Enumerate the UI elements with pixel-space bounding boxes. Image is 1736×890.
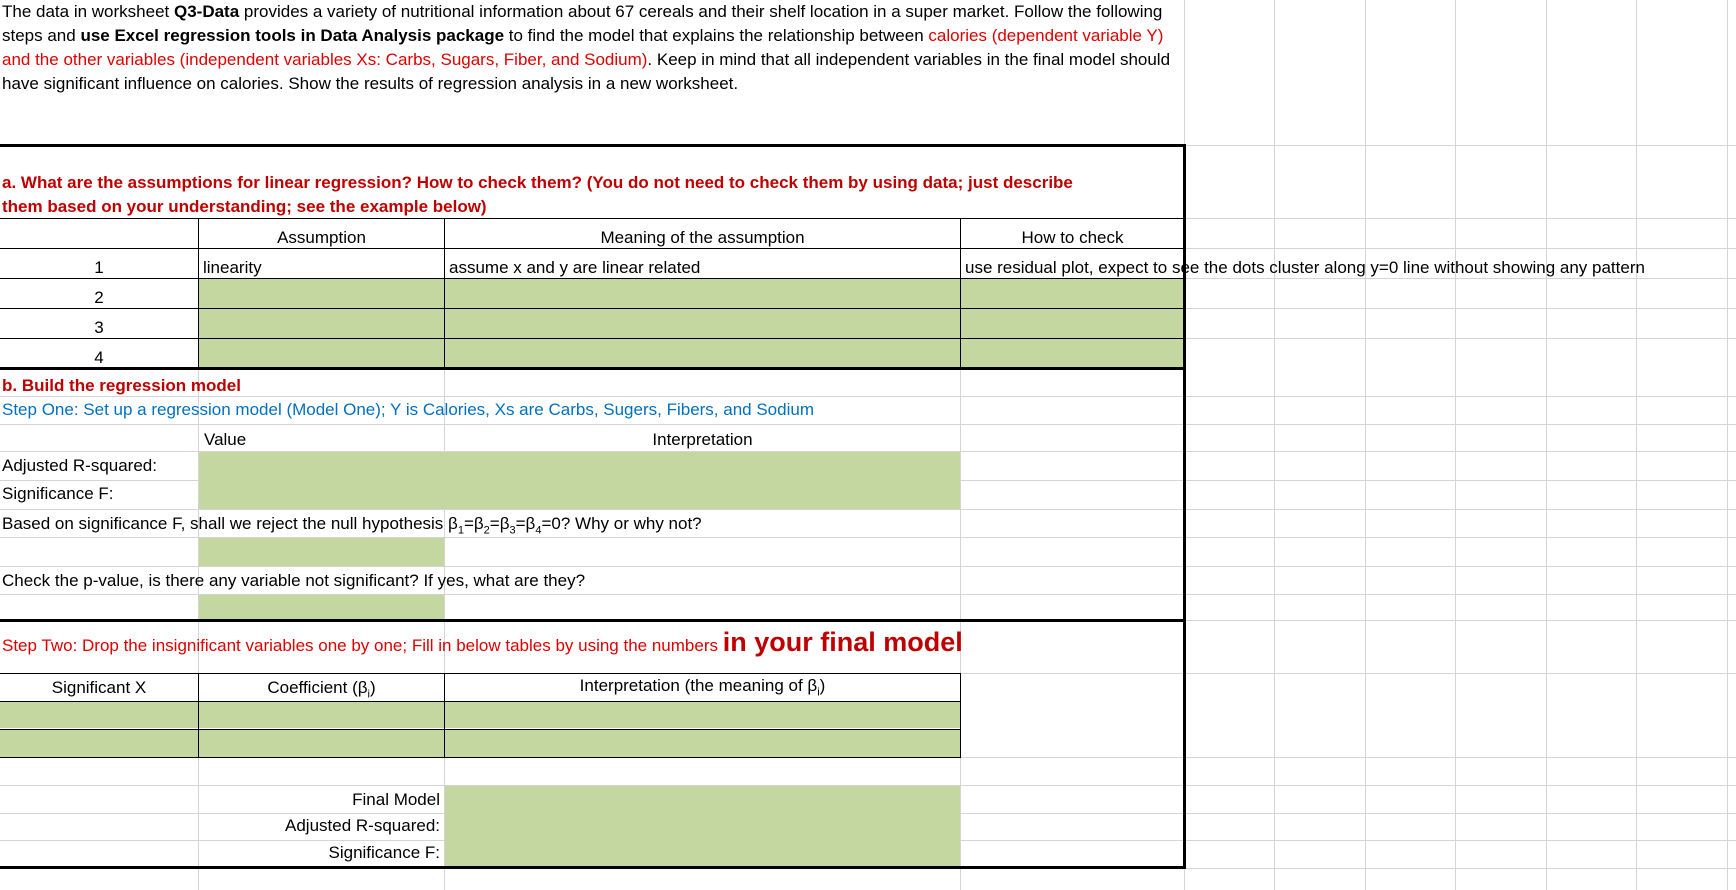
- meaning-3-cell[interactable]: [445, 309, 960, 338]
- question-pvalue: Check the p-value, is there any variable not significant? If yes, what are they?: [2, 571, 586, 590]
- check-3-cell[interactable]: [961, 309, 1184, 338]
- step-two-emphasis: in your final model: [722, 627, 963, 657]
- model-one-values-cell[interactable]: [199, 452, 960, 509]
- section-a-title-line1: a. What are the assumptions for linear regression? How to check them? (You do not need to check them by using data; just describe: [2, 173, 1073, 192]
- variables-text: calories (dependent variable Y) and the other variables (independent variables Xs: Carbs, Sugars, Fiber, and Sodium): [2, 26, 1164, 69]
- how-to-check-header: How to check: [1021, 228, 1124, 247]
- check-4-cell[interactable]: [961, 339, 1184, 368]
- interp-row2-cell[interactable]: [445, 730, 960, 757]
- meaning-4-cell[interactable]: [445, 339, 960, 368]
- interp-row1-cell[interactable]: [445, 702, 960, 728]
- section-b-title: b. Build the regression model: [2, 376, 241, 395]
- assumption-header: Assumption: [277, 228, 366, 247]
- step-two-text: Step Two: Drop the insignificant variables one by one; Fill in below tables by using the numbers in your final model: [2, 627, 963, 657]
- final-model-values-cell[interactable]: [445, 786, 960, 867]
- interpretation-beta-header: Interpretation (the meaning of $\beta_i$): [579, 676, 826, 699]
- row-number: 3: [94, 318, 104, 337]
- instructions-paragraph: [2, 0, 1182, 96]
- reject-answer-cell[interactable]: [199, 538, 444, 566]
- section-a-title-line2: them based on your understanding; see the example below): [2, 197, 487, 216]
- check-cell[interactable]: use residual plot, expect to see the dots cluster along y=0 line without showing any pattern: [965, 258, 1645, 277]
- adj-r2-label: Adjusted R-squared:: [2, 456, 157, 475]
- assumption-2-cell[interactable]: [199, 279, 444, 308]
- row-number: 2: [94, 288, 104, 307]
- meaning-2-cell[interactable]: [445, 279, 960, 308]
- pvalue-answer-cell[interactable]: [199, 595, 444, 620]
- step-one-text: Step One: Set up a regression model (Model One); Y is Calories, Xs are Carbs, Sugers, Fibers, and Sodium: [2, 400, 814, 419]
- final-sig-f-label: Significance F:: [328, 843, 440, 862]
- intro-text: to find the model that explains the relationship between: [504, 26, 929, 45]
- sig-f-label: Significance F:: [2, 484, 114, 503]
- assumption-4-cell[interactable]: [199, 339, 444, 368]
- interpretation-header: Interpretation: [652, 430, 753, 449]
- question-reject-null: Based on significance F, shall we reject the null hypothesis $\beta_1=\beta_2=\beta_3=\beta_4=0$? Why or why not?: [2, 514, 702, 537]
- meaning-header: Meaning of the assumption: [600, 228, 805, 247]
- intro-text: The data in worksheet: [2, 2, 174, 21]
- assumption-cell[interactable]: linearity: [203, 258, 262, 277]
- final-adj-r2-label: Adjusted R-squared:: [285, 816, 440, 835]
- meaning-cell[interactable]: assume x and y are linear related: [449, 258, 701, 277]
- sigx-row2-cell[interactable]: [0, 730, 198, 757]
- sigx-row1-cell[interactable]: [0, 702, 198, 728]
- intro-text: . Keep in mind that all independent variables in the final model should have significant influence on calories. Show the results of regression analysis in a new worksheet.: [2, 50, 1171, 93]
- assumption-3-cell[interactable]: [199, 309, 444, 338]
- coefficient-header: Coefficient $(\beta_i)$: [267, 678, 376, 701]
- tool-text: use Excel regression tools in Data Analysis package: [80, 26, 505, 45]
- sheet-name: Q3-Data: [173, 2, 240, 21]
- significant-x-header: Significant X: [51, 678, 147, 697]
- check-2-cell[interactable]: [961, 279, 1184, 308]
- coef-row1-cell[interactable]: [199, 702, 444, 728]
- value-header: Value: [204, 430, 247, 449]
- row-number: 4: [94, 348, 104, 367]
- intro-text: provides a variety of nutritional information about 67 cereals and their shelf location in a super market. Follow the following steps and: [2, 2, 1163, 45]
- row-number: 1: [94, 258, 104, 277]
- final-model-label: Final Model: [352, 790, 440, 809]
- coef-row2-cell[interactable]: [199, 730, 444, 757]
